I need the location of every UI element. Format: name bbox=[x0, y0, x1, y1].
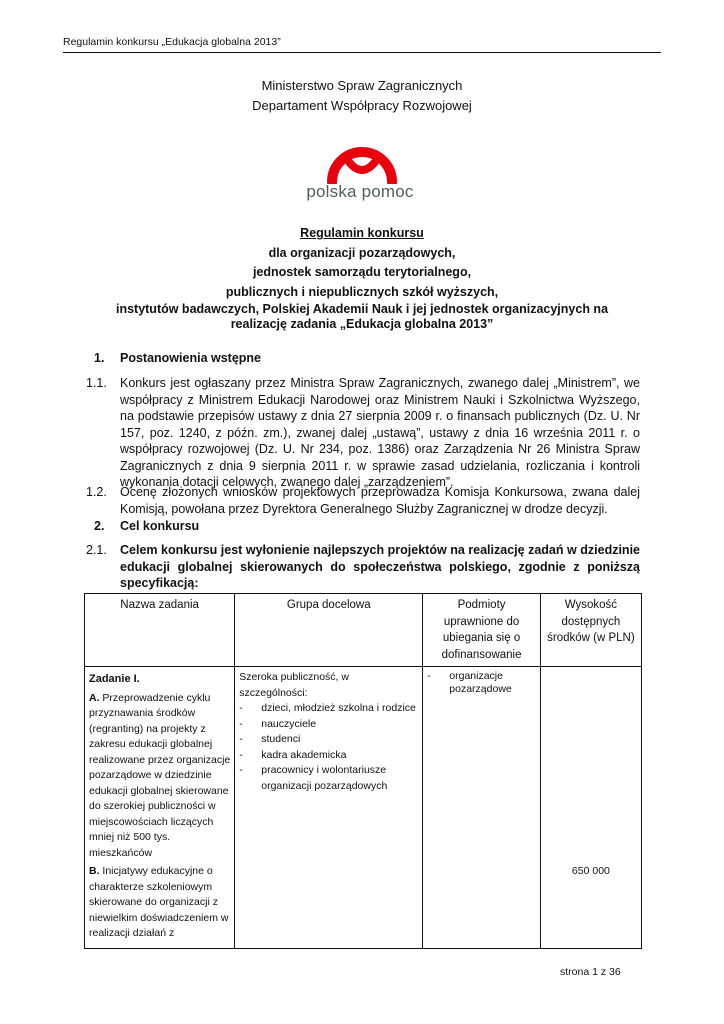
paragraph-number: 1.1. bbox=[86, 376, 107, 390]
title-line: dla organizacji pozarządowych, bbox=[268, 245, 456, 260]
specification-table bbox=[84, 593, 642, 949]
amount-cell bbox=[540, 667, 641, 949]
title-line: publicznych i niepublicznych szkół wyższych, bbox=[225, 284, 499, 299]
target-intro: Szeroka publiczność, w szczególności: bbox=[239, 671, 349, 699]
paragraph-text: Celem konkursu jest wyłonienie najlepszych projektów na realizację zadań w dziedzinie edukacji globalnej skierowanych do społeczeństwa polskiego, zgodnie z poniższą specyfikacją: bbox=[120, 543, 640, 590]
column-header: Wysokość dostępnych środków (w PLN) bbox=[540, 594, 641, 667]
list-item: - kadra akademicka bbox=[239, 748, 347, 761]
sub-label: B. bbox=[89, 865, 100, 877]
list-item: - pracownicy i wolontariusze organizacji pozarządowych bbox=[239, 764, 388, 792]
section-number: 2. bbox=[94, 519, 105, 533]
ministry-name: Ministerstwo Spraw Zagranicznych bbox=[261, 78, 463, 93]
title-line: realizację zadania „Edukacja globalna 2013” bbox=[230, 317, 494, 331]
amount-value: 650 000 bbox=[571, 864, 610, 877]
department-name: Departament Współpracy Rozwojowej bbox=[252, 98, 472, 113]
paragraph-text: Ocenę złożonych wniosków projektowych przeprowadza Komisja Konkursowa, zwana dalej Komisją, powołana przez Dyrektora Generalnego Służby Zagranicznej w drodze decyzji. bbox=[120, 485, 640, 516]
section-number: 1. bbox=[94, 351, 105, 365]
target-group-cell bbox=[235, 667, 423, 949]
sub-text: Inicjatywy edukacyjne o charakterze szkoleniowym skierowane do organizacji z niewielkim doświadczeniem w realizacji działań z bbox=[89, 865, 229, 939]
title-heading: Regulamin konkursu bbox=[300, 226, 424, 240]
list-item: - nauczyciele bbox=[239, 717, 317, 730]
column-header: Podmioty uprawnione do ubiegania się o dofinansowanie bbox=[423, 594, 541, 667]
paragraph-text: Konkurs jest ogłaszany przez Ministra Spraw Zagranicznych, zwanego dalej „Ministrem”, we współpracy z Ministrem Edukacji Narodowej oraz Ministrem Nauki i Szkolnictwa Wyższego, na podstawie przepisów ustawy z dnia 27 sierpnia 2009 r. o finansach publicznych (Dz. U. Nr 157, poz. 1240, z późn. zm.), zwanej dalej „ustawą”, ustawy z dnia 16 września 2011 r. o współpracy rozwojowej (Dz. U. Nr 234, poz. 1386) oraz Zarządzenia Nr 26 Ministra Spraw Zagranicznych z dnia 9 sierpnia 2011 r. w sprawie zasad udzielania, rozliczania i kontroli wykonania dotacji celowych, zwanego dalej „zarządzeniem”. bbox=[120, 376, 640, 489]
list-item: - organizacje pozarządowe bbox=[427, 670, 512, 695]
sub-label: A. bbox=[89, 691, 100, 704]
task-sub-a bbox=[89, 691, 230, 862]
table-row bbox=[85, 667, 642, 949]
logo-text: polska pomoc bbox=[306, 182, 414, 201]
task-name-cell bbox=[85, 667, 235, 949]
eligible-entities-cell bbox=[423, 667, 541, 949]
page-number: strona 1 z 36 bbox=[560, 966, 621, 978]
running-header: Regulamin konkursu „Edukacja globalna 2013” bbox=[63, 36, 281, 48]
sub-text: Przeprowadzenie cyklu przyznawania środków (regranting) na projekty z zakresu edukacji globalnej realizowane przez organizacje pozarządowe w dziedzinie edukacji globalnej skierowane do szerokiej publiczności w miejscowościach liczących mniej niż 500 tys. mieszkańców bbox=[89, 691, 231, 859]
paragraph-number: 1.2. bbox=[86, 485, 107, 499]
list-item: - dzieci, młodzież szkolna i rodzice bbox=[239, 702, 416, 714]
ministry-block bbox=[0, 76, 724, 116]
list-item: - studenci bbox=[239, 733, 301, 745]
task-title: Zadanie I. bbox=[89, 673, 140, 685]
task-sub-b bbox=[89, 864, 230, 942]
polska-pomoc-logo-icon bbox=[322, 132, 402, 184]
paragraph-number: 2.1. bbox=[86, 543, 107, 557]
column-header: Grupa docelowa bbox=[235, 594, 423, 667]
title-line: instytutów badawczych, Polskiej Akademii Nauk i jej jednostek organizacyjnych na bbox=[115, 302, 609, 316]
section-title: Cel konkursu bbox=[120, 519, 200, 533]
header-divider bbox=[63, 52, 661, 53]
column-header: Nazwa zadania bbox=[85, 594, 235, 667]
section-title: Postanowienia wstępne bbox=[120, 351, 262, 365]
document-title bbox=[0, 224, 724, 332]
title-line: jednostek samorządu terytorialnego, bbox=[252, 265, 472, 279]
table-header-row bbox=[85, 594, 642, 667]
